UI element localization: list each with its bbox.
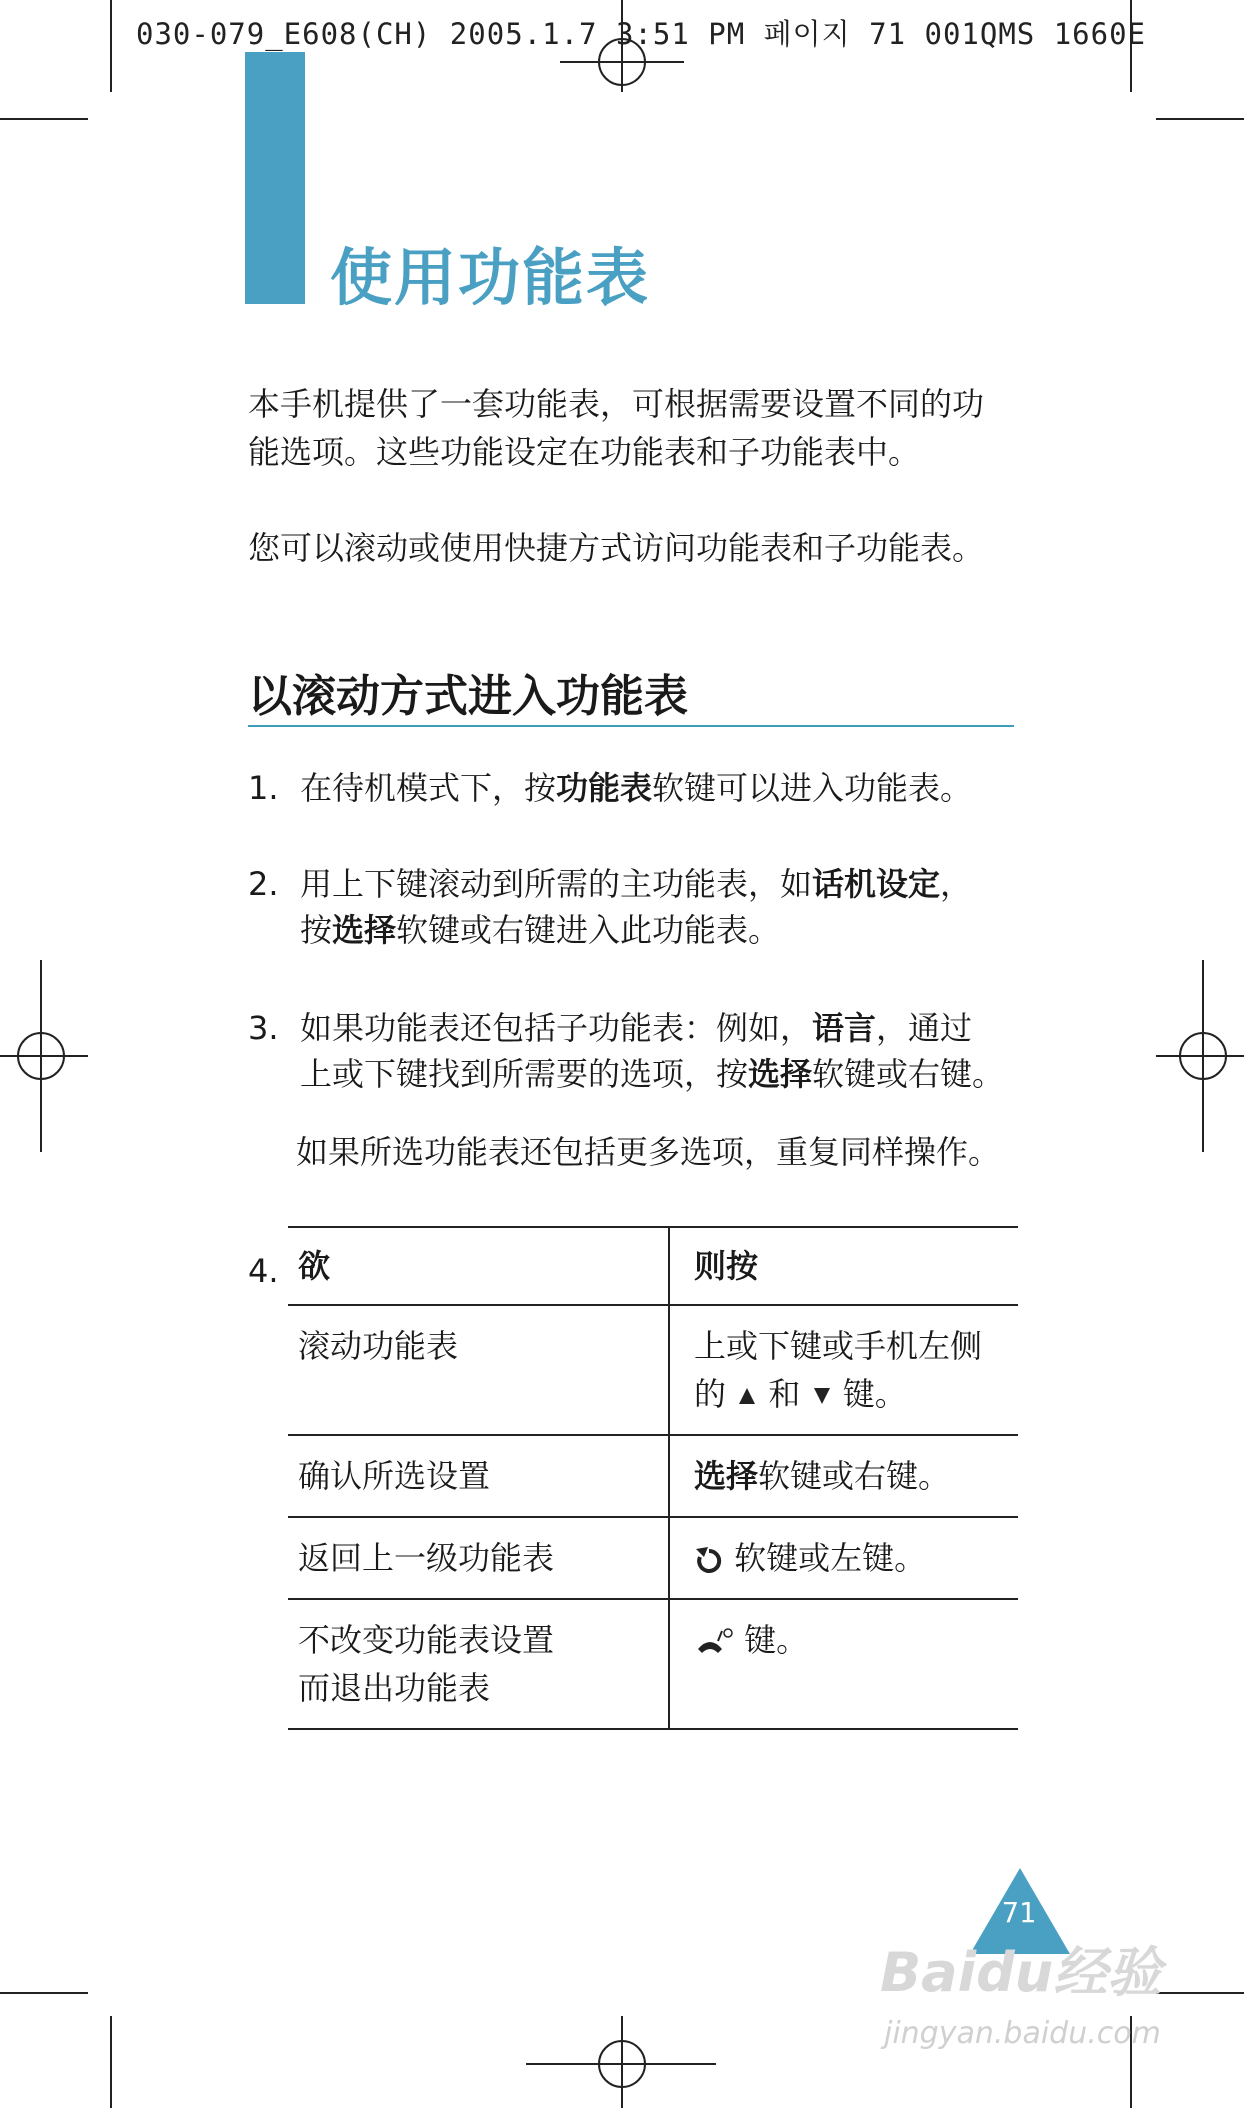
- column-header-press: 则按: [694, 1247, 759, 1285]
- step-text: 如果功能表还包括子功能表：例如，语言，通过: [300, 1009, 973, 1047]
- title-accent-bar: [245, 52, 305, 304]
- step-text: 在待机模式下，按功能表软键可以进入功能表。: [300, 769, 973, 807]
- cell-want: 滚动功能表: [288, 1305, 669, 1435]
- table-row: [288, 1435, 1018, 1517]
- crop-mark: [110, 0, 112, 92]
- down-triangle-icon: [811, 1385, 833, 1407]
- section-heading: 以滚动方式进入功能表: [248, 671, 688, 722]
- crop-mark: [0, 118, 88, 120]
- cell-press: 选择软键或右键。: [694, 1457, 951, 1495]
- print-slug: 030-079_E608(CH) 2005.1.7 3:51 PM 페이지 71 001QMS 1660E: [136, 17, 1147, 51]
- intro-line: 能选项。这些功能设定在功能表和子功能表中。: [248, 433, 921, 471]
- watermark-url: jingyan.baidu.com: [884, 2016, 1161, 2051]
- cell-want: 不改变功能表设置 而退出功能表: [288, 1599, 669, 1729]
- section-divider: [248, 725, 1014, 727]
- crop-mark: [0, 1992, 88, 1994]
- up-triangle-icon: [736, 1385, 758, 1407]
- cell-press: 软键或左键。: [669, 1517, 1018, 1599]
- cell-want: 确认所选设置: [288, 1435, 669, 1517]
- back-arrow-icon: [694, 1543, 724, 1577]
- key-table: [288, 1226, 1018, 1730]
- table-row: [288, 1305, 1018, 1435]
- crop-mark: [1156, 1992, 1244, 1994]
- cell-press: 上或下键或手机左侧 的 和 键。: [694, 1327, 983, 1413]
- step-number: 2.: [248, 865, 279, 903]
- end-call-icon: [694, 1627, 734, 1657]
- intro-paragraph-2: 您可以滚动或使用快捷方式访问功能表和子功能表。: [248, 529, 985, 567]
- watermark-brand: Baidu经验: [880, 1941, 1162, 2004]
- table-header-row: [288, 1227, 1018, 1305]
- table-row: [288, 1517, 1018, 1599]
- cell-want: 返回上一级功能表: [288, 1517, 669, 1599]
- intro-paragraph: [248, 380, 1008, 476]
- table-row: [288, 1599, 1018, 1729]
- step-number: 4.: [248, 1252, 279, 1290]
- page-title: 使用功能表: [330, 241, 651, 314]
- step-number: 1.: [248, 769, 279, 807]
- intro-line: 本手机提供了一套功能表，可根据需要设置不同的功: [248, 385, 985, 423]
- cell-press: 键。: [669, 1599, 1018, 1729]
- step-text: 用上下键滚动到所需的主功能表，如话机设定，: [300, 865, 973, 903]
- column-header-want: 欲: [288, 1227, 669, 1305]
- crop-mark: [110, 2016, 112, 2108]
- page-number: 71: [1002, 1896, 1036, 1929]
- crop-mark: [1156, 118, 1244, 120]
- step-number: 3.: [248, 1009, 279, 1047]
